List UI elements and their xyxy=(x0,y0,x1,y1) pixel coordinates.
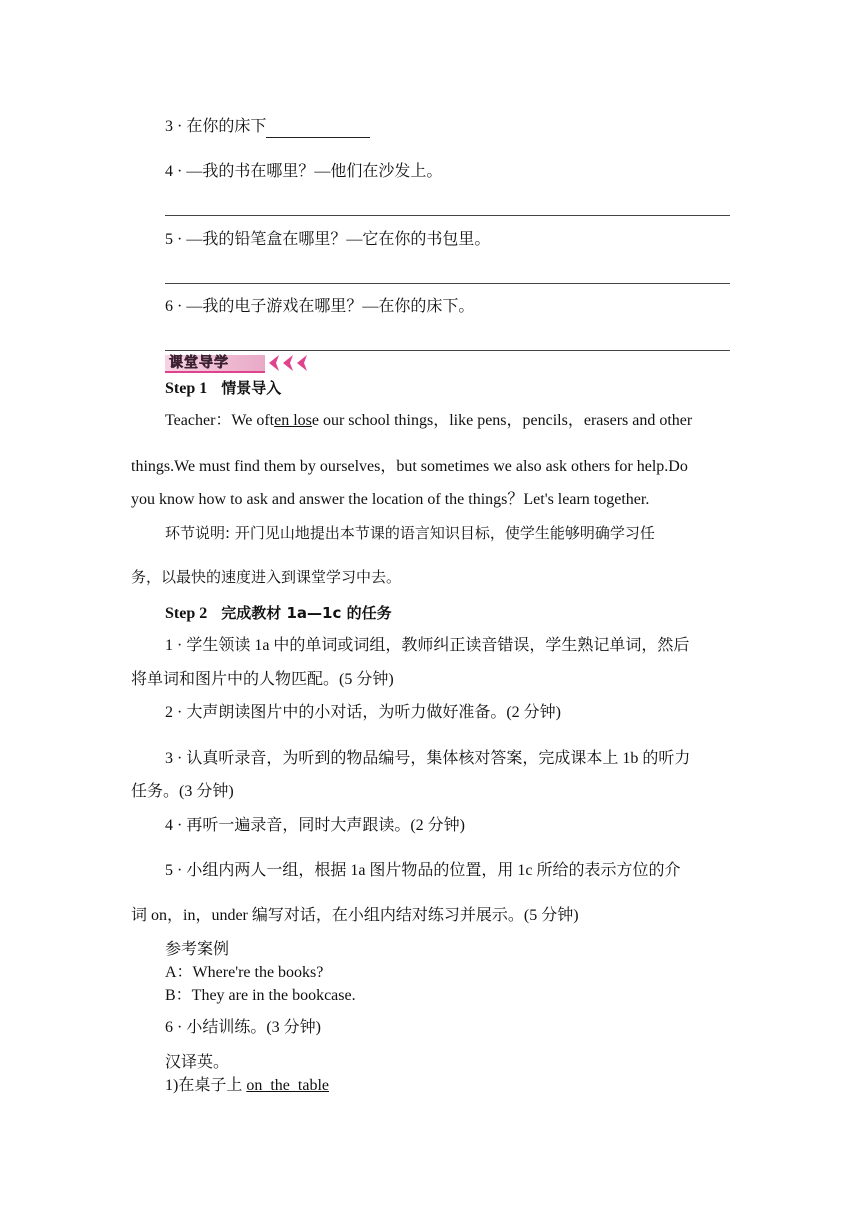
answer-line[interactable] xyxy=(165,215,730,216)
answer-line[interactable] xyxy=(165,283,730,284)
reference-a: A：Where're the books? xyxy=(165,964,324,981)
step-2-title: 完成教材 1a—1c 的任务 xyxy=(221,604,392,622)
step-1-title: 情景导入 xyxy=(221,379,282,397)
task-5-line-2: 词 on，in，under 编写对话，在小组内结对练习并展示。(5 分钟) xyxy=(131,907,579,924)
translate-item-1 xyxy=(165,1075,860,1097)
item-6: 6 · —我的电子游戏在哪里？—在你的床下。 xyxy=(165,298,475,315)
reference-title: 参考案例 xyxy=(165,941,230,958)
teacher-text-underlined: en los xyxy=(274,412,312,429)
item-4: 4 · —我的书在哪里？—他们在沙发上。 xyxy=(165,163,443,180)
translate-title: 汉译英。 xyxy=(165,1054,230,1071)
teacher-line-1 xyxy=(165,410,860,432)
step-1-heading xyxy=(165,377,860,400)
explain-line-1: 环节说明: 开门见山地提出本节课的语言知识目标，使学生能够明确学习任 xyxy=(165,524,655,542)
teacher-text-a: Teacher：We oft xyxy=(165,412,275,429)
explain-line-2: 务，以最快的速度进入到课堂学习中去。 xyxy=(131,568,402,586)
translate-item-1-answer: on_the_table xyxy=(246,1077,329,1094)
task-2: 2 · 大声朗读图片中的小对话，为听力做好准备。(2 分钟) xyxy=(165,704,561,721)
section-banner xyxy=(165,353,315,375)
item-5: 5 · —我的铅笔盒在哪里？—它在你的书包里。 xyxy=(165,231,491,248)
banner-title: 课堂导学 xyxy=(169,355,229,371)
teacher-text-b: e our school things，like pens，pencils，erasers and other xyxy=(311,412,693,429)
answer-blank[interactable] xyxy=(266,121,370,138)
reference-b: B：They are in the bookcase. xyxy=(165,987,356,1004)
step-2-label: Step 2 xyxy=(165,605,208,622)
teacher-line-2: things.We must find them by ourselves，but sometimes we also ask others for help.Do xyxy=(131,458,688,475)
teacher-line-3: you know how to ask and answer the location of the things？Let's learn together. xyxy=(131,491,650,508)
step-2-heading xyxy=(165,602,860,625)
task-3-line-2: 任务。(3 分钟) xyxy=(131,783,234,800)
step-1-label: Step 1 xyxy=(165,380,208,397)
task-4: 4 · 再听一遍录音，同时大声跟读。(2 分钟) xyxy=(165,817,465,834)
task-1-line-1: 1 · 学生领读 1a 中的单词或词组，教师纠正读音错误，学生熟记单词，然后 xyxy=(165,637,690,654)
item-3-text: 3 · 在你的床下 xyxy=(165,118,267,135)
task-6: 6 · 小结训练。(3 分钟) xyxy=(165,1019,321,1036)
chevron-left-icon xyxy=(265,353,315,373)
translate-item-1-prefix: 1)在桌子上 xyxy=(165,1077,247,1094)
task-1-line-2: 将单词和图片中的人物匹配。(5 分钟) xyxy=(131,671,394,688)
task-5-line-1: 5 · 小组内两人一组，根据 1a 图片物品的位置，用 1c 所给的表示方位的介 xyxy=(165,862,681,879)
task-3-line-1: 3 · 认真听录音，为听到的物品编号，集体核对答案，完成课本上 1b 的听力 xyxy=(165,750,691,767)
item-3 xyxy=(165,116,860,138)
answer-line[interactable] xyxy=(165,350,730,351)
